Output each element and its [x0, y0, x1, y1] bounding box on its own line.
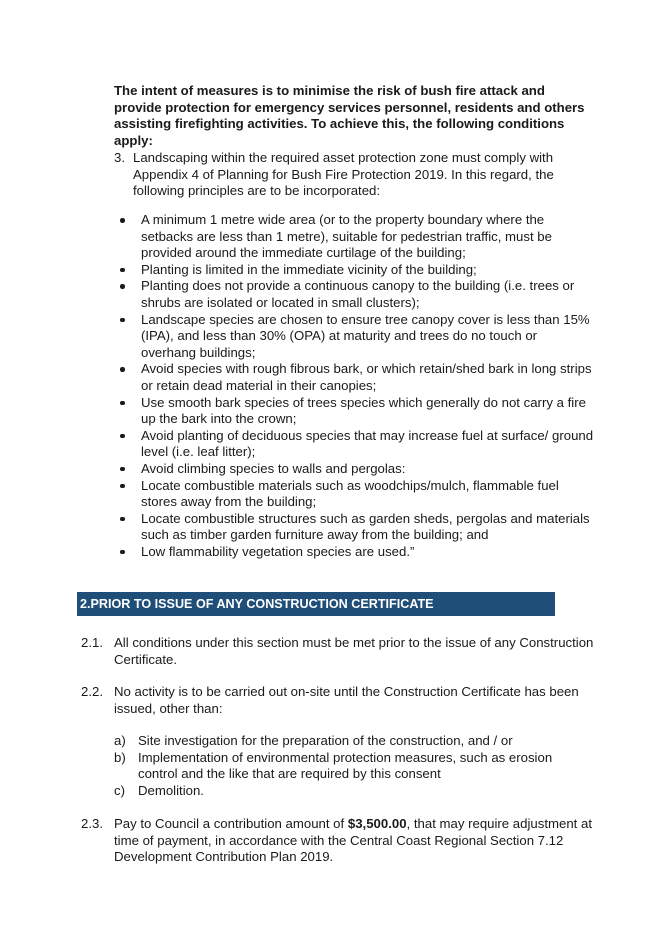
list-item-text: Landscape species are chosen to ensure tree canopy cover is less than 15% (IPA), and less than 30% (OPA) at maturity and trees do no touch or overhang buildings; — [141, 311, 590, 360]
condition-text: All conditions under this section must be met prior to the issue of any Construction Certificate. — [114, 635, 594, 667]
list-item — [114, 750, 594, 783]
list-item-text: Use smooth bark species of trees species which generally do not carry a fire up the bark into the crown; — [141, 394, 586, 427]
condition-number: 2.3. — [81, 816, 103, 831]
list-item-text: Avoid climbing species to walls and pergolas: — [141, 460, 406, 476]
condition-2-2 — [81, 684, 601, 717]
condition-text — [114, 816, 601, 866]
list-item — [114, 278, 594, 311]
list-item-text: Site investigation for the preparation of the construction, and / or — [138, 733, 513, 748]
condition-text-end: , that may require adjustment at time of payment, in accordance with the Central Coast Regional Section 7.12 Development Contribution Plan 2019. — [114, 816, 592, 865]
condition-text-start: Pay to Council a contribution amount of — [114, 816, 348, 831]
list-item — [114, 361, 594, 394]
exceptions-list — [114, 733, 594, 799]
condition-number: 2.2. — [81, 684, 103, 699]
list-item-text: A minimum 1 metre wide area (or to the property boundary where the setbacks are less than 1 metre), suitable for pedestrian traffic, must be provided around the immediate curtilage of the building; — [141, 212, 552, 261]
list-item-text: Avoid planting of deciduous species that may increase fuel at surface/ ground level (i.e. leaf litter); — [141, 427, 594, 460]
list-letter: c) — [114, 782, 125, 798]
section-heading: 2.PRIOR TO ISSUE OF ANY CONSTRUCTION CERTIFICATE — [77, 592, 555, 616]
list-item — [114, 783, 594, 800]
list-item — [114, 544, 594, 561]
bullet-icon — [120, 367, 125, 372]
list-letter: b) — [114, 749, 126, 765]
bullet-icon — [120, 284, 125, 289]
condition-number: 2.1. — [81, 635, 103, 650]
list-item — [114, 461, 594, 478]
condition-2-3 — [81, 816, 601, 866]
list-item — [114, 478, 594, 511]
list-item-text: Locate combustible materials such as woodchips/mulch, flammable fuel stores away from the building; — [141, 477, 559, 510]
list-item-text: Locate combustible structures such as garden sheds, pergolas and materials such as timber garden furniture away from the building; and — [141, 510, 590, 543]
list-item — [114, 428, 594, 461]
list-item-text: Planting is limited in the immediate vicinity of the building; — [141, 261, 477, 277]
condition-item-3 — [114, 150, 604, 200]
condition-text: No activity is to be carried out on-site until the Construction Certificate has been issued, other than: — [114, 684, 579, 716]
list-item — [114, 312, 594, 362]
bullet-icon — [120, 218, 125, 223]
list-item-text: Implementation of environmental protection measures, such as erosion control and the like that are required by this consent — [138, 749, 553, 782]
intro-paragraph: The intent of measures is to minimise the risk of bush fire attack and provide protection for emergency services personnel, residents and others assisting firefighting activities. To achieve this, the following conditions apply: — [114, 83, 585, 148]
bullet-icon — [120, 268, 125, 273]
list-letter: a) — [114, 733, 126, 748]
bullet-icon — [120, 401, 125, 406]
item-number: 3. — [114, 150, 125, 165]
condition-2-1 — [81, 635, 601, 668]
list-item-text: Demolition. — [138, 782, 204, 798]
landscaping-principles-list — [114, 212, 594, 560]
bullet-icon — [120, 434, 125, 439]
bullet-icon — [120, 484, 125, 489]
bullet-icon — [120, 517, 125, 522]
list-item — [114, 262, 594, 279]
contribution-amount: $3,500.00 — [347, 816, 407, 831]
list-item-text: Planting does not provide a continuous canopy to the building (i.e. trees or shrubs are isolated or located in small clusters); — [141, 278, 575, 310]
list-item — [114, 395, 594, 428]
list-item-text: Low flammability vegetation species are used.” — [141, 543, 415, 559]
list-item-text: Avoid species with rough fibrous bark, or which retain/shed bark in long strips or retain dead material in their canopies; — [141, 361, 592, 393]
list-item — [114, 733, 594, 750]
list-item — [114, 212, 594, 262]
bullet-icon — [120, 467, 125, 472]
bullet-icon — [120, 550, 125, 555]
bullet-icon — [120, 318, 125, 323]
list-item — [114, 511, 594, 544]
item-text: Landscaping within the required asset protection zone must comply with Appendix 4 of Planning for Bush Fire Protection 2019. In this regard, the following principles are to be incorporated: — [133, 150, 554, 199]
